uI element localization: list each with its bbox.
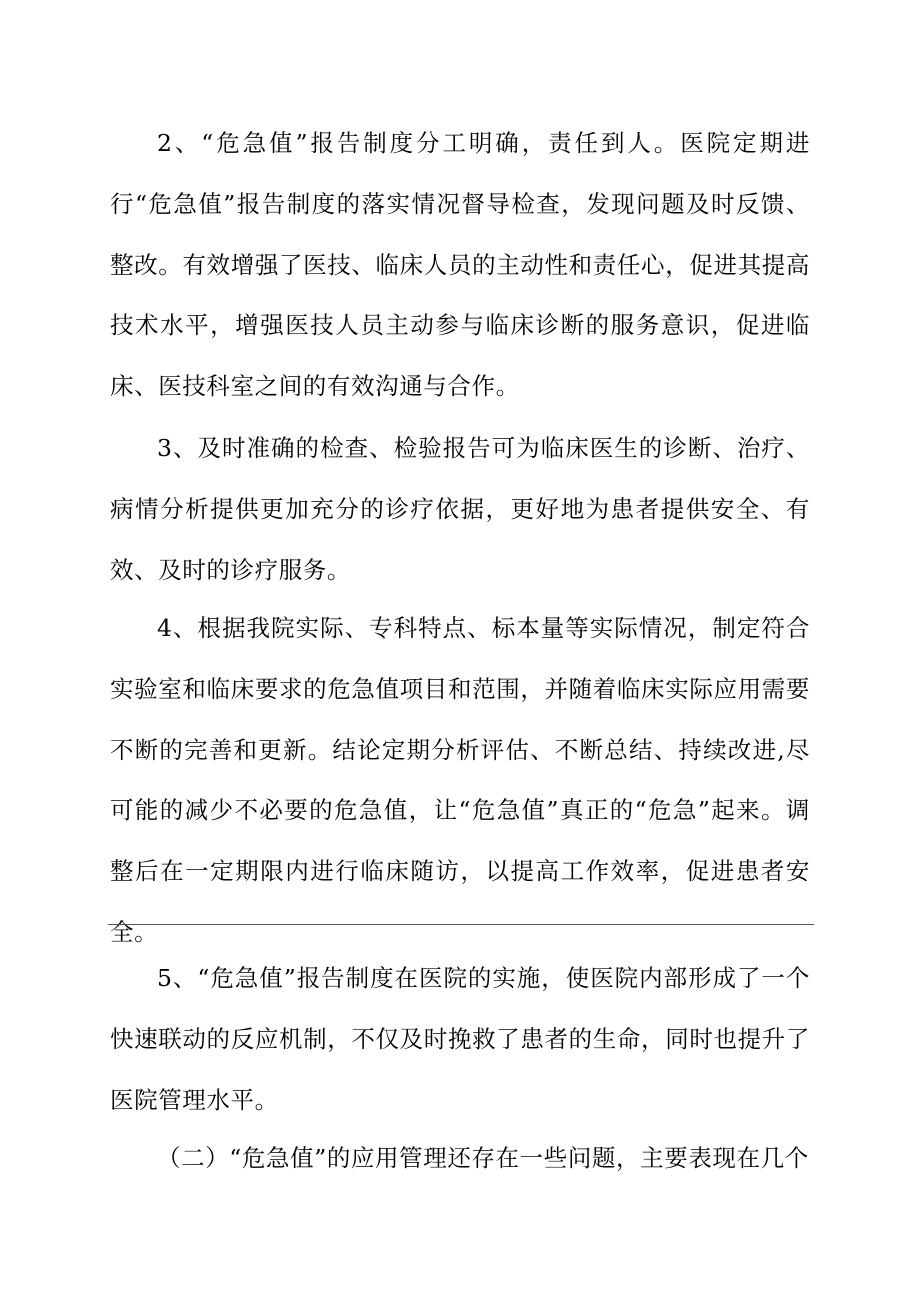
paragraph-item-5: 5、“危急值”报告制度在医院的实施，使医院内部形成了一个快速联动的反应机制，不仅及时挽救了患者的生命，同时也提升了医院管理水平。 — [110, 964, 810, 1114]
paragraph-item-2: 2、“危急值”报告制度分工明确，责任到人。医院定期进行“危急值”报告制度的落实情况督导检查，发现问题及时反馈、整改。有效增强了医技、临床人员的主动性和责任心，促进其提高技术水平，增强医技人员主动参与临床诊断的服务意识，促进临床、医技科室之间的有效沟通与合作。 — [110, 129, 810, 401]
page-divider — [108, 924, 814, 925]
paragraph-item-4: 4、根据我院实际、专科特点、标本量等实际情况，制定符合实验室和临床要求的危急值项目和范围，并随着临床实际应用需要不断的完善和更新。结论定期分析评估、不断总结、持续改进,尽可能的减少不必要的危急值，让“危急值”真正的“危急”起来。调整后在一定期限内进行临床随访，以提高工作效率，促进患者安全。 — [110, 614, 810, 946]
section-heading-2: （二）“危急值”的应用管理还存在一些问题，主要表现在几个 — [157, 1144, 809, 1172]
paragraph-item-3: 3、及时准确的检查、检验报告可为临床医生的诊断、治疗、病情分析提供更加充分的诊疗依据，更好地为患者提供安全、有效、及时的诊疗服务。 — [110, 434, 810, 584]
